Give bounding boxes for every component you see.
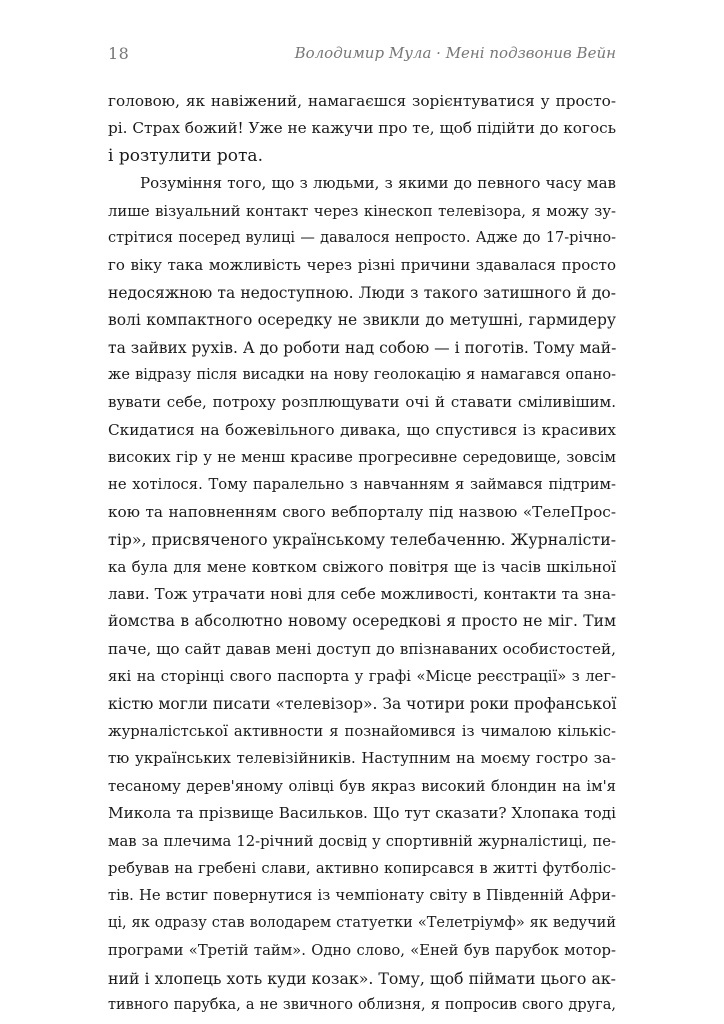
text-line: які на сторінці свого паспорта у графі «Місце реєстрації» з лег- [108,668,616,686]
text-line: волі компактного осередку не звикли до метушні, гармидеру [108,311,616,330]
text-line: високих гір у не менш красиве прогресивне середовище, зовсім [108,449,616,467]
text-line: ці, як одразу став володарем статуетки «Телетріумф» як ведучий [108,914,616,931]
text-line: головою, як навіжений, намагаєшся зорієнтуватися у просто- [108,92,616,110]
text-line: го віку така можливість через різні причини здавалася просто [108,256,616,275]
text-line: Розуміння того, що з людьми, з якими до певного часу мав [140,174,616,193]
text-line: та зайвих рухів. А до роботи над собою — і поготів. Тому май- [108,338,617,357]
text-line: ка була для мене ковтком свіжого повітря ще із часів шкільної [108,557,616,576]
page-number: 18 [108,44,130,63]
text-line: паче, що сайт давав мені доступ до впізнаваних особистостей, [108,639,616,658]
text-line: Скидатися на божевільного дивака, що спустився із красивих [108,420,616,439]
text-line: кою та наповненням свого вебпорталу під назвою «ТелеПрос- [108,502,616,521]
body-text [108,88,616,1019]
page-header [108,44,616,70]
text-line: не хотілося. Тому паралельно з навчанням я займався підтрим- [108,476,616,494]
text-line: кістю могли писати «телевізор». За чотири роки профанської [108,694,617,713]
running-title: Володимир Мула · Мені подзвонив Вейн [294,44,616,62]
text-line: лави. Тож утрачати нові для себе можливості, контакти та зна- [108,585,616,604]
text-line: тивного парубка, а не звичного облизня, я попросив свого друга, [108,996,616,1013]
text-line: тесаному дерев'яному олівці був якраз високий блондин на ім'я [108,777,616,795]
text-line: тю українських телевізійників. Наступним на моєму гостро за- [108,749,616,768]
paragraph-main [108,170,616,1019]
text-line: ний і хлопець хоть куди козак». Тому, щоб піймати цього ак- [108,968,616,988]
paragraph-continued [108,88,616,170]
text-line: тір», присвяченого українському телебаченню. Журналісти- [108,530,617,550]
text-line: ребував на гребені слави, активно копирсався в житті футболіс- [108,859,616,877]
text-line: програми «Третій тайм». Одно слово, «Еней був парубок мотор- [108,942,616,960]
text-line: і розтулити рота. [108,145,263,166]
text-line: вувати себе, потроху розплющувати очі й ставати сміливішим. [108,393,616,412]
text-line: тів. Не встиг повернутися із чемпіонату світу в Південній Афри- [108,887,616,905]
text-line: журналістської активности я познайомився із чималою кількіс- [108,722,616,740]
text-line: рі. Страх божий! Уже не кажучи про те, щоб підійти до когось [108,119,616,138]
text-line: лише візуальний контакт через кінескоп телевізора, я можу зу- [108,202,616,220]
text-line: недосяжною та недоступною. Люди з такого затишного й до- [108,283,616,302]
text-line: йомства в абсолютно новому осередкові я просто не міг. Тим [108,612,616,631]
text-line: же відразу після висадки на нову геолокацію я намагався опано- [108,366,616,383]
text-line: стрітися посеред вулиці — давалося непросто. Адже до 17-річно- [108,229,616,246]
text-line: мав за плечима 12-річний досвід у спортивній журналістиці, пе- [108,832,616,850]
text-line: Микола та прізвище Васильков. Що тут сказати? Хлопака тоді [108,804,616,823]
